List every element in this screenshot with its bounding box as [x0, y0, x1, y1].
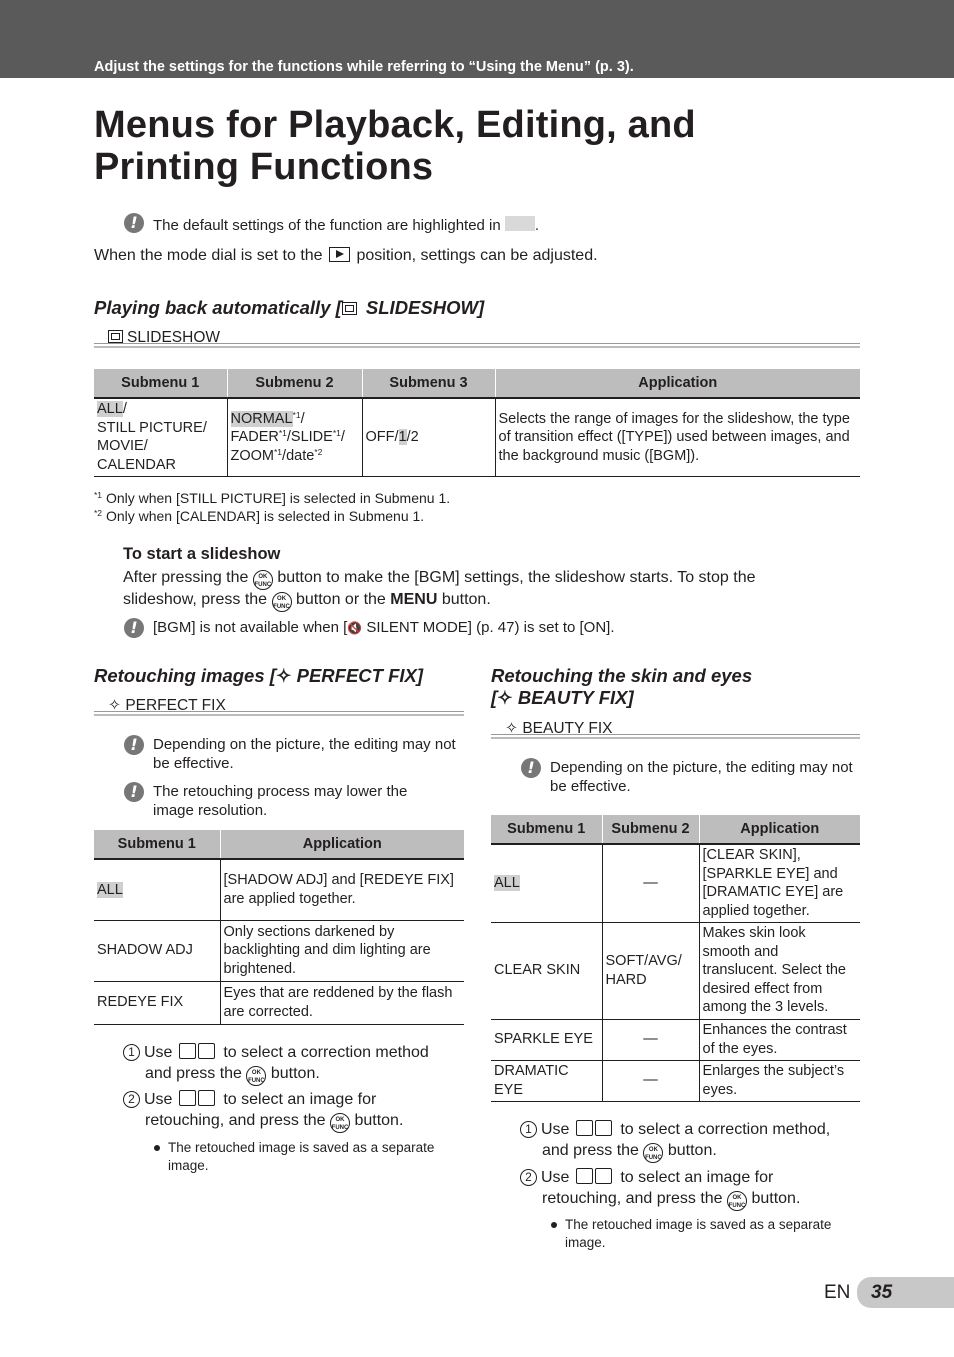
step-text: button. [270, 1064, 320, 1082]
table-row [94, 981, 464, 1024]
start-text-b: button to make the [BGM] settings, the slideshow starts. To stop the [277, 569, 756, 586]
slideshow-submenu1-cell [94, 398, 227, 476]
footnote-text: Only when [CALENDAR] is selected in Submenu 1. [105, 508, 425, 524]
cell-text: / [300, 410, 305, 427]
footnote-marker: *1 [274, 446, 283, 457]
column-header: Submenu 1 [94, 369, 227, 398]
submenu-cell: DRAMATIC EYE [491, 1060, 602, 1101]
left-right-buttons-icon [179, 1090, 217, 1106]
footnote-text: Only when [STILL PICTURE] is selected in Submenu 1. [105, 490, 451, 506]
cell-text: MOVIE/ [97, 438, 148, 455]
column-header: Submenu 1 [94, 830, 220, 859]
ok-label: OK [258, 574, 268, 580]
beauty-fix-icon: ✧ [497, 687, 513, 708]
submenu-cell: SHADOW ADJ [94, 920, 220, 981]
page-number-tab [857, 1277, 954, 1308]
language-label: EN [824, 1282, 851, 1303]
step-text: Use [144, 1091, 173, 1108]
ok-func-button-icon [253, 570, 273, 590]
submenu2-cell: — [602, 1060, 699, 1101]
ok-func-button-icon [246, 1066, 266, 1086]
perfect-fix-icon: ✧ [275, 665, 292, 686]
submenu-cell [94, 859, 220, 920]
func-label: FUNC [331, 1124, 349, 1131]
column-header: Submenu 2 [227, 369, 362, 398]
ok-label: OK [277, 596, 287, 602]
cell-text: FADER [230, 429, 279, 445]
perfect-fix-step-2 [123, 1090, 403, 1133]
ok-label: OK [251, 1069, 261, 1076]
cell-text: / [122, 401, 127, 418]
perfect-fix-heading-b: PERFECT FIX] [291, 665, 424, 686]
silent-mode-icon: 🔇 [347, 621, 363, 635]
start-slideshow-heading: To start a slideshow [123, 545, 281, 563]
perfect-fix-step-1 [123, 1043, 429, 1086]
ok-func-button-icon [643, 1143, 663, 1163]
ok-label: OK [732, 1194, 742, 1201]
start-text-c: slideshow, press the [123, 591, 268, 608]
perfect-fix-note-2: The retouching process may lower the image resolution. [153, 783, 408, 819]
default-option: 1 [398, 429, 407, 445]
page-title-line2: Printing Functions [94, 146, 434, 188]
submenu2-cell: SOFT/AVG/ HARD [602, 922, 699, 1019]
cell-text: /2 [406, 429, 419, 445]
up-down-buttons-icon [179, 1043, 217, 1059]
playback-icon [329, 247, 350, 262]
beauty-fix-heading-b: BEAUTY FIX] [512, 687, 634, 708]
highlight-swatch [505, 216, 535, 231]
table-header-row [491, 815, 860, 844]
perfect-fix-small-icon: ✧ [108, 697, 121, 714]
mode-dial-note [94, 246, 598, 265]
menu-button-label: MENU [390, 591, 438, 608]
table-row [491, 1060, 860, 1101]
bgm-note [153, 618, 615, 638]
step-number: 1 [520, 1121, 537, 1138]
beauty-fix-note-1: Depending on the picture, the editing may not be effective. [550, 759, 853, 795]
cell-text: /date [282, 447, 315, 464]
caution-icon: ! [124, 782, 144, 802]
step-text: button. [667, 1141, 717, 1159]
step-text: and press the [145, 1064, 242, 1082]
table-row [491, 1019, 860, 1060]
slideshow-icon [342, 302, 357, 315]
slideshow-menu-text: SLIDESHOW [127, 329, 221, 346]
beauty-fix-heading-line1: Retouching the skin and eyes [491, 665, 753, 686]
column-header: Submenu 1 [491, 815, 602, 844]
column-header: Application [699, 815, 860, 844]
step-text: Use [541, 1121, 570, 1138]
slideshow-heading [94, 297, 484, 319]
cell-text: / [340, 429, 345, 445]
footnote-mark: *2 [94, 508, 103, 518]
footnote-marker: *2 [314, 446, 323, 457]
ok-func-button-icon [272, 592, 292, 612]
slideshow-application-cell: Selects the range of images for the slideshow, the type of transition effect ([TYPE]) used between images, and the background music ([BGM]). [495, 398, 860, 476]
table-header-row [94, 369, 860, 398]
beauty-fix-heading [491, 665, 752, 709]
cell-text: STILL PICTURE/ [97, 419, 207, 436]
slideshow-table [94, 369, 860, 477]
left-right-buttons-icon [576, 1168, 614, 1184]
slideshow-small-icon [108, 330, 123, 343]
submenu-cell: REDEYE FIX [94, 981, 220, 1024]
column-header: Submenu 3 [362, 369, 495, 398]
default-option: ALL [97, 881, 123, 898]
application-cell: [SHADOW ADJ] and [REDEYE FIX] are applied together. [220, 859, 464, 920]
application-cell: Enlarges the subject’s eyes. [699, 1060, 860, 1101]
default-option: ALL [97, 401, 123, 418]
beauty-fix-small-icon: ✧ [505, 720, 518, 737]
beauty-fix-heading-a: [ [491, 687, 498, 708]
step-text: to select a correction method, [620, 1121, 831, 1138]
perfect-fix-heading [94, 665, 423, 687]
table-row [491, 844, 860, 922]
beauty-fix-step-2 [520, 1168, 800, 1211]
slideshow-heading-b: SLIDESHOW] [360, 297, 485, 318]
footnote-1 [94, 489, 450, 507]
header-instruction: Adjust the settings for the functions while referring to “Using the Menu” (p. 3). [94, 59, 634, 75]
func-label: FUNC [645, 1154, 662, 1161]
table-header-row [94, 830, 464, 859]
footnote-mark: *1 [94, 490, 103, 500]
step-text: retouching, and press the [145, 1111, 326, 1129]
step-text: Use [541, 1169, 570, 1186]
page-number: 35 [871, 1282, 893, 1303]
beauty-fix-table [491, 815, 860, 1102]
default-option: ALL [494, 875, 520, 891]
footnote-marker: *1 [332, 428, 341, 438]
footnote-2 [94, 507, 424, 525]
submenu-cell: CLEAR SKIN [491, 922, 602, 1019]
slideshow-heading-a: Playing back automatically [ [94, 297, 342, 318]
submenu2-cell: — [602, 1019, 699, 1060]
column-header: Submenu 2 [602, 815, 699, 844]
bgm-note-text-b: SILENT MODE] (p. 47) is set to [ON]. [362, 619, 615, 636]
perfect-fix-menu-text: PERFECT FIX [125, 697, 226, 714]
step-text: retouching, and press the [542, 1189, 723, 1207]
caution-icon: ! [124, 618, 144, 638]
slideshow-submenu3-cell [362, 398, 495, 476]
ok-func-button-icon [727, 1191, 747, 1211]
beauty-fix-menu-text: BEAUTY FIX [522, 720, 613, 737]
submenu2-cell: — [602, 844, 699, 922]
start-slideshow-text [123, 568, 755, 612]
section-rule [491, 734, 860, 739]
page-title [94, 104, 854, 188]
start-text-e: button. [441, 591, 491, 608]
func-label: FUNC [254, 582, 272, 588]
application-cell: [CLEAR SKIN], [SPARKLE EYE] and [DRAMATIC EYE] are applied together. [699, 844, 860, 922]
default-settings-note: The default settings of the function are highlighted in . [153, 217, 540, 234]
caution-icon: ! [521, 758, 541, 778]
table-row [94, 859, 464, 920]
bgm-note-text-a: [BGM] is not available when [ [153, 619, 348, 636]
perfect-fix-table [94, 830, 464, 1025]
application-cell: Makes skin look smooth and translucent. Select the desired effect from among the 3 levels. [699, 922, 860, 1019]
cell-text: OFF/ [365, 429, 399, 445]
section-rule [94, 711, 464, 716]
perfect-fix-note-1: Depending on the picture, the editing may not be effective. [153, 736, 456, 772]
application-cell: Enhances the contrast of the eyes. [699, 1019, 860, 1060]
submenu-cell: SPARKLE EYE [491, 1019, 602, 1060]
step-text: to select a correction method [223, 1044, 429, 1061]
step-number: 1 [123, 1044, 140, 1061]
submenu-cell [491, 844, 602, 922]
table-row [491, 922, 860, 1019]
step-number: 2 [520, 1169, 537, 1186]
cell-text: CALENDAR [97, 456, 176, 473]
default-settings-text: The default settings of the function are highlighted in [153, 217, 501, 234]
slideshow-submenu2-cell [227, 398, 362, 476]
step-text: and press the [542, 1141, 639, 1159]
table-row [94, 920, 464, 981]
step-text: button. [354, 1111, 404, 1129]
default-option: NORMAL [230, 410, 293, 427]
caution-icon: ! [124, 213, 144, 233]
application-cell: Only sections darkened by backlighting and dim lighting are brightened. [220, 920, 464, 981]
cell-text: /SLIDE [286, 429, 333, 445]
step-text: to select an image for [223, 1091, 377, 1108]
perfect-fix-heading-a: Retouching images [ [94, 665, 276, 686]
header-bar [0, 0, 954, 78]
column-header: Application [220, 830, 464, 859]
start-text-a: After pressing the [123, 569, 249, 586]
func-label: FUNC [273, 604, 290, 610]
step-text: to select an image for [620, 1169, 774, 1186]
mode-dial-text-a: When the mode dial is set to the [94, 247, 323, 264]
section-rule [94, 343, 860, 348]
step-number: 2 [123, 1091, 140, 1108]
ok-label: OK [335, 1116, 345, 1123]
step-text: button. [751, 1189, 801, 1207]
step-text: Use [144, 1044, 173, 1061]
caution-icon: ! [124, 735, 144, 755]
mode-dial-text-b: position, settings can be adjusted. [356, 247, 598, 264]
cell-text: ZOOM [230, 447, 274, 464]
application-cell: Eyes that are reddened by the flash are corrected. [220, 981, 464, 1024]
footnote-marker: *1 [292, 409, 301, 420]
up-down-buttons-icon [576, 1120, 614, 1136]
page-title-line1: Menus for Playback, Editing, and [94, 104, 696, 146]
ok-func-button-icon [330, 1113, 350, 1133]
column-header: Application [495, 369, 860, 398]
func-label: FUNC [248, 1077, 265, 1084]
table-row [94, 398, 860, 476]
func-label: FUNC [728, 1202, 746, 1209]
perfect-fix-bullet: The retouched image is saved as a separate image. [168, 1139, 463, 1175]
start-text-d: button or the [295, 591, 386, 608]
ok-label: OK [648, 1146, 658, 1153]
footnote-marker: *1 [278, 428, 287, 438]
beauty-fix-step-1 [520, 1120, 830, 1163]
beauty-fix-bullet: The retouched image is saved as a separate image. [565, 1216, 857, 1252]
